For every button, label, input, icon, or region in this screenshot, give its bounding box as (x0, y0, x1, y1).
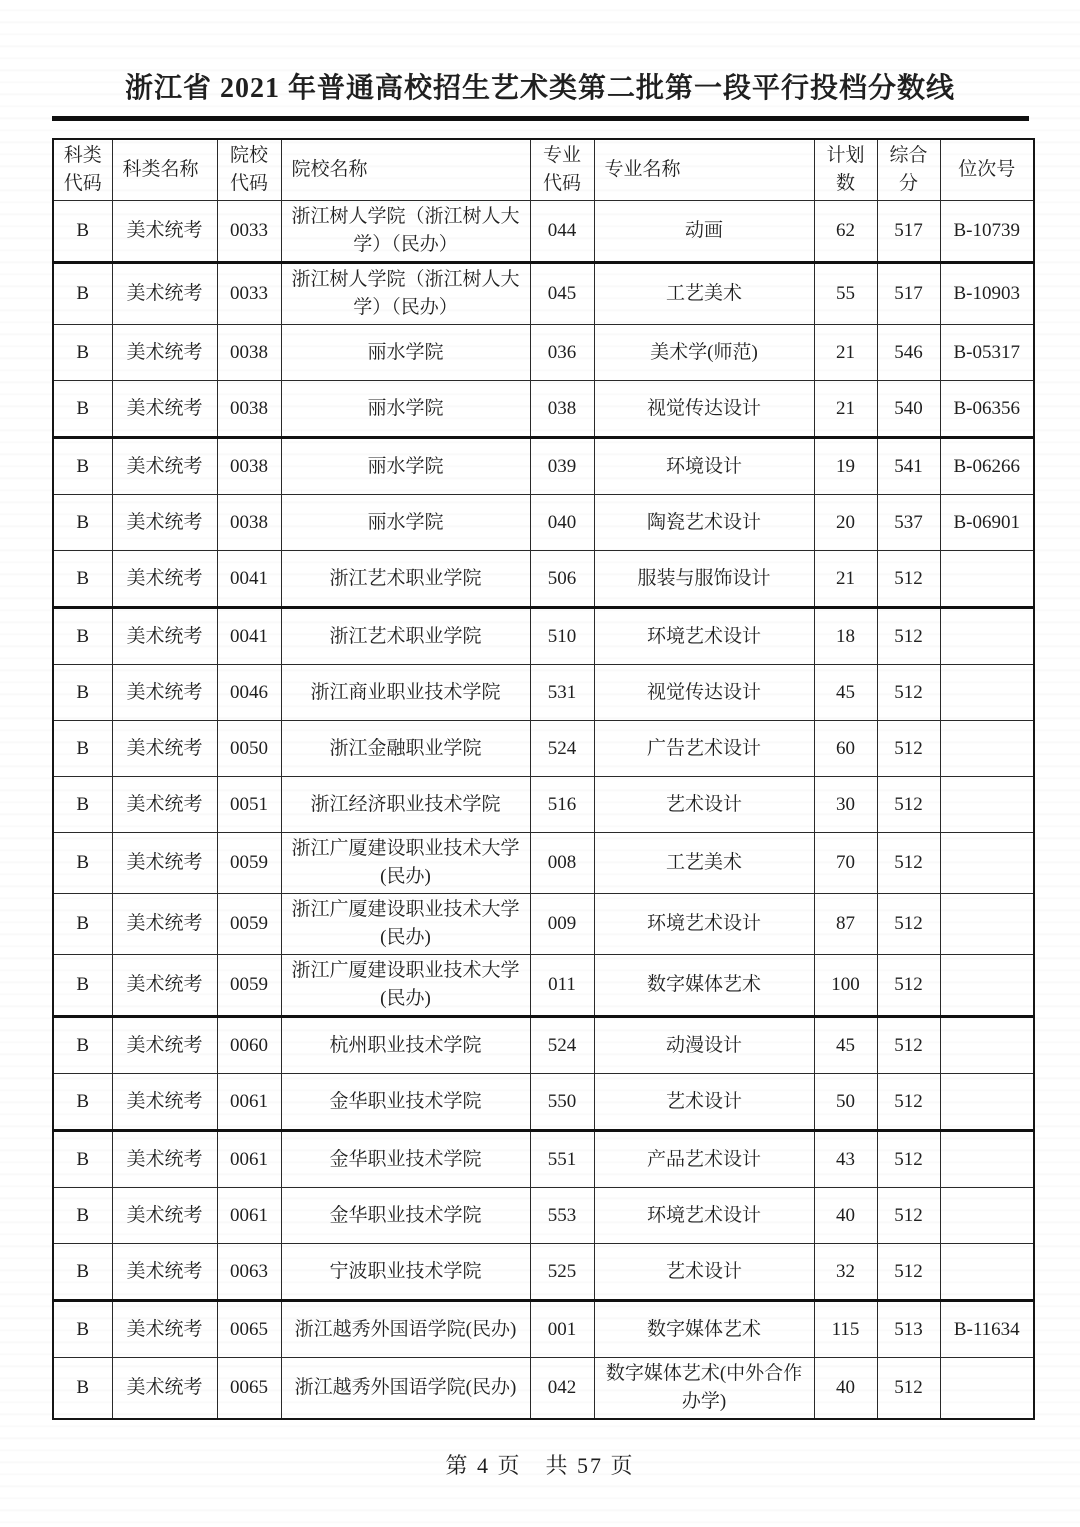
cell-rank-no: B-05317 (940, 325, 1034, 381)
cell-composite-score: 512 (877, 777, 940, 833)
cell-major-code: 516 (530, 777, 594, 833)
cell-category-code: B (53, 325, 112, 381)
cell-major-code: 524 (530, 1017, 594, 1074)
cell-category-code: B (53, 381, 112, 438)
cell-plan-count: 60 (814, 721, 877, 777)
cell-college-code: 0061 (217, 1188, 281, 1244)
cell-major-name: 环境艺术设计 (594, 1188, 814, 1244)
table-row (53, 1017, 1034, 1074)
cell-major-code: 553 (530, 1188, 594, 1244)
col-header-plan-count: 计划数 (814, 139, 877, 201)
cell-major-code: 551 (530, 1131, 594, 1188)
table-row (53, 495, 1034, 551)
cell-composite-score: 512 (877, 833, 940, 894)
cell-major-name: 艺术设计 (594, 1074, 814, 1131)
cell-plan-count: 32 (814, 1244, 877, 1301)
cell-composite-score: 512 (877, 1188, 940, 1244)
table-row (53, 325, 1034, 381)
cell-rank-no: B-10739 (940, 201, 1034, 263)
cell-category-code: B (53, 438, 112, 495)
cell-major-name: 视觉传达设计 (594, 665, 814, 721)
table-row (53, 201, 1034, 263)
cell-college-name: 丽水学院 (281, 438, 530, 495)
cell-college-name: 浙江越秀外国语学院(民办) (281, 1301, 530, 1358)
cell-major-name: 艺术设计 (594, 777, 814, 833)
cell-category-code: B (53, 955, 112, 1017)
cell-major-name: 艺术设计 (594, 1244, 814, 1301)
cell-rank-no: B-06356 (940, 381, 1034, 438)
cell-category-name: 美术统考 (112, 665, 217, 721)
cell-composite-score: 512 (877, 721, 940, 777)
cell-category-name: 美术统考 (112, 894, 217, 955)
cell-major-name: 产品艺术设计 (594, 1131, 814, 1188)
cell-category-code: B (53, 1074, 112, 1131)
table-row (53, 1188, 1034, 1244)
table-row (53, 1244, 1034, 1301)
cell-college-code: 0041 (217, 608, 281, 665)
cell-category-code: B (53, 495, 112, 551)
cell-plan-count: 55 (814, 263, 877, 325)
cell-major-name: 动画 (594, 201, 814, 263)
col-header-major-code: 专业代码 (530, 139, 594, 201)
cell-category-code: B (53, 1188, 112, 1244)
cell-college-name: 丽水学院 (281, 325, 530, 381)
cell-plan-count: 43 (814, 1131, 877, 1188)
cell-plan-count: 21 (814, 325, 877, 381)
cell-category-code: B (53, 201, 112, 263)
cell-rank-no: B-06901 (940, 495, 1034, 551)
cell-category-name: 美术统考 (112, 381, 217, 438)
table-row (53, 438, 1034, 495)
cell-category-name: 美术统考 (112, 777, 217, 833)
cell-college-code: 0038 (217, 495, 281, 551)
cell-college-name: 金华职业技术学院 (281, 1074, 530, 1131)
table-row (53, 721, 1034, 777)
cell-college-name: 丽水学院 (281, 495, 530, 551)
scores-table (52, 138, 1035, 1420)
cell-category-name: 美术统考 (112, 325, 217, 381)
col-header-college-name: 院校名称 (281, 139, 530, 201)
cell-category-code: B (53, 551, 112, 608)
cell-major-code: 042 (530, 1358, 594, 1420)
cell-category-name: 美术统考 (112, 201, 217, 263)
cell-plan-count: 87 (814, 894, 877, 955)
title-divider (52, 116, 1029, 121)
cell-category-name: 美术统考 (112, 1244, 217, 1301)
col-header-composite-score: 综合分 (877, 139, 940, 201)
cell-category-name: 美术统考 (112, 1301, 217, 1358)
cell-college-name: 丽水学院 (281, 381, 530, 438)
cell-major-name: 视觉传达设计 (594, 381, 814, 438)
page-number: 第 4 页 共 57 页 (445, 1453, 635, 1478)
cell-major-code: 045 (530, 263, 594, 325)
cell-college-code: 0063 (217, 1244, 281, 1301)
cell-major-name: 数字媒体艺术(中外合作办学) (594, 1358, 814, 1420)
col-header-college-code: 院校代码 (217, 139, 281, 201)
cell-plan-count: 40 (814, 1188, 877, 1244)
cell-rank-no (940, 1358, 1034, 1420)
cell-category-code: B (53, 1131, 112, 1188)
cell-major-code: 039 (530, 438, 594, 495)
cell-college-name: 浙江金融职业学院 (281, 721, 530, 777)
col-header-category-code: 科类代码 (53, 139, 112, 201)
cell-major-code: 001 (530, 1301, 594, 1358)
table-row (53, 665, 1034, 721)
col-header-rank-no: 位次号 (940, 139, 1034, 201)
cell-college-name: 浙江商业职业技术学院 (281, 665, 530, 721)
cell-major-name: 美术学(师范) (594, 325, 814, 381)
cell-major-name: 数字媒体艺术 (594, 955, 814, 1017)
cell-plan-count: 30 (814, 777, 877, 833)
cell-college-name: 浙江广厦建设职业技术大学(民办) (281, 955, 530, 1017)
header-row (53, 139, 1034, 201)
cell-composite-score: 512 (877, 608, 940, 665)
cell-college-code: 0065 (217, 1358, 281, 1420)
cell-category-code: B (53, 1358, 112, 1420)
cell-category-name: 美术统考 (112, 721, 217, 777)
cell-major-name: 环境设计 (594, 438, 814, 495)
cell-college-code: 0038 (217, 381, 281, 438)
cell-college-code: 0051 (217, 777, 281, 833)
cell-plan-count: 70 (814, 833, 877, 894)
cell-major-code: 036 (530, 325, 594, 381)
cell-college-code: 0061 (217, 1074, 281, 1131)
cell-composite-score: 517 (877, 263, 940, 325)
cell-rank-no (940, 955, 1034, 1017)
cell-category-code: B (53, 665, 112, 721)
cell-category-code: B (53, 1301, 112, 1358)
cell-college-name: 浙江经济职业技术学院 (281, 777, 530, 833)
cell-college-code: 0041 (217, 551, 281, 608)
cell-composite-score: 512 (877, 1017, 940, 1074)
cell-college-name: 杭州职业技术学院 (281, 1017, 530, 1074)
cell-rank-no (940, 608, 1034, 665)
cell-composite-score: 512 (877, 894, 940, 955)
cell-major-name: 陶瓷艺术设计 (594, 495, 814, 551)
cell-composite-score: 541 (877, 438, 940, 495)
cell-plan-count: 45 (814, 665, 877, 721)
cell-plan-count: 40 (814, 1358, 877, 1420)
cell-category-name: 美术统考 (112, 955, 217, 1017)
cell-major-name: 环境艺术设计 (594, 608, 814, 665)
cell-college-name: 浙江艺术职业学院 (281, 551, 530, 608)
cell-category-code: B (53, 777, 112, 833)
cell-college-code: 0038 (217, 438, 281, 495)
cell-rank-no (940, 551, 1034, 608)
cell-major-code: 008 (530, 833, 594, 894)
cell-college-name: 浙江越秀外国语学院(民办) (281, 1358, 530, 1420)
cell-major-code: 038 (530, 381, 594, 438)
cell-composite-score: 512 (877, 665, 940, 721)
cell-composite-score: 537 (877, 495, 940, 551)
cell-rank-no (940, 1017, 1034, 1074)
cell-college-name: 浙江艺术职业学院 (281, 608, 530, 665)
cell-plan-count: 45 (814, 1017, 877, 1074)
table-row (53, 955, 1034, 1017)
cell-college-name: 金华职业技术学院 (281, 1188, 530, 1244)
cell-college-name: 浙江树人学院（浙江树人大学）（民办） (281, 263, 530, 325)
cell-college-code: 0033 (217, 263, 281, 325)
cell-rank-no (940, 721, 1034, 777)
cell-major-name: 环境艺术设计 (594, 894, 814, 955)
cell-rank-no (940, 1074, 1034, 1131)
table-row (53, 608, 1034, 665)
cell-plan-count: 50 (814, 1074, 877, 1131)
cell-composite-score: 546 (877, 325, 940, 381)
col-header-major-name: 专业名称 (594, 139, 814, 201)
cell-rank-no (940, 894, 1034, 955)
cell-category-name: 美术统考 (112, 438, 217, 495)
cell-composite-score: 513 (877, 1301, 940, 1358)
cell-college-name: 金华职业技术学院 (281, 1131, 530, 1188)
cell-rank-no (940, 1131, 1034, 1188)
cell-rank-no (940, 1244, 1034, 1301)
cell-plan-count: 115 (814, 1301, 877, 1358)
cell-category-name: 美术统考 (112, 551, 217, 608)
cell-category-name: 美术统考 (112, 1017, 217, 1074)
cell-college-name: 浙江树人学院（浙江树人大学）（民办） (281, 201, 530, 263)
cell-plan-count: 21 (814, 381, 877, 438)
cell-plan-count: 62 (814, 201, 877, 263)
cell-major-code: 506 (530, 551, 594, 608)
cell-rank-no (940, 833, 1034, 894)
cell-category-name: 美术统考 (112, 1188, 217, 1244)
table-row (53, 1358, 1034, 1420)
cell-composite-score: 512 (877, 1131, 940, 1188)
cell-college-code: 0038 (217, 325, 281, 381)
col-header-category-name: 科类名称 (112, 139, 217, 201)
table-row (53, 1131, 1034, 1188)
cell-major-code: 531 (530, 665, 594, 721)
cell-college-name: 浙江广厦建设职业技术大学(民办) (281, 833, 530, 894)
cell-composite-score: 512 (877, 1244, 940, 1301)
cell-rank-no: B-11634 (940, 1301, 1034, 1358)
cell-category-name: 美术统考 (112, 1131, 217, 1188)
cell-plan-count: 19 (814, 438, 877, 495)
cell-category-code: B (53, 833, 112, 894)
cell-category-code: B (53, 1244, 112, 1301)
cell-category-name: 美术统考 (112, 608, 217, 665)
cell-major-name: 服装与服饰设计 (594, 551, 814, 608)
cell-college-code: 0050 (217, 721, 281, 777)
cell-composite-score: 512 (877, 1358, 940, 1420)
cell-major-code: 011 (530, 955, 594, 1017)
cell-college-name: 宁波职业技术学院 (281, 1244, 530, 1301)
cell-rank-no (940, 1188, 1034, 1244)
cell-college-code: 0033 (217, 201, 281, 263)
cell-plan-count: 20 (814, 495, 877, 551)
cell-composite-score: 512 (877, 955, 940, 1017)
cell-composite-score: 540 (877, 381, 940, 438)
cell-major-code: 510 (530, 608, 594, 665)
cell-college-code: 0059 (217, 833, 281, 894)
table-row (53, 777, 1034, 833)
cell-composite-score: 512 (877, 551, 940, 608)
cell-composite-score: 512 (877, 1074, 940, 1131)
table-row (53, 833, 1034, 894)
table-body (53, 201, 1034, 1420)
table-row (53, 1074, 1034, 1131)
cell-category-name: 美术统考 (112, 263, 217, 325)
cell-plan-count: 18 (814, 608, 877, 665)
cell-rank-no: B-06266 (940, 438, 1034, 495)
table-row (53, 381, 1034, 438)
cell-category-name: 美术统考 (112, 1074, 217, 1131)
page-title: 浙江省 2021 年普通高校招生艺术类第二批第一段平行投档分数线 (124, 73, 955, 104)
cell-category-name: 美术统考 (112, 495, 217, 551)
cell-category-code: B (53, 1017, 112, 1074)
cell-plan-count: 100 (814, 955, 877, 1017)
cell-category-code: B (53, 608, 112, 665)
cell-major-code: 550 (530, 1074, 594, 1131)
cell-category-code: B (53, 263, 112, 325)
cell-major-code: 525 (530, 1244, 594, 1301)
cell-college-code: 0046 (217, 665, 281, 721)
cell-rank-no (940, 665, 1034, 721)
cell-major-code: 009 (530, 894, 594, 955)
cell-category-name: 美术统考 (112, 833, 217, 894)
table-row (53, 1301, 1034, 1358)
cell-college-code: 0059 (217, 894, 281, 955)
cell-major-code: 524 (530, 721, 594, 777)
table-header (53, 139, 1034, 201)
cell-category-name: 美术统考 (112, 1358, 217, 1420)
cell-category-code: B (53, 894, 112, 955)
cell-college-code: 0059 (217, 955, 281, 1017)
cell-college-name: 浙江广厦建设职业技术大学(民办) (281, 894, 530, 955)
cell-composite-score: 517 (877, 201, 940, 263)
cell-major-name: 广告艺术设计 (594, 721, 814, 777)
cell-major-code: 044 (530, 201, 594, 263)
cell-college-code: 0060 (217, 1017, 281, 1074)
cell-major-code: 040 (530, 495, 594, 551)
cell-category-code: B (53, 721, 112, 777)
cell-college-code: 0065 (217, 1301, 281, 1358)
cell-major-name: 动漫设计 (594, 1017, 814, 1074)
cell-major-name: 工艺美术 (594, 263, 814, 325)
cell-major-name: 数字媒体艺术 (594, 1301, 814, 1358)
cell-plan-count: 21 (814, 551, 877, 608)
table-row (53, 894, 1034, 955)
table-row (53, 551, 1034, 608)
cell-major-name: 工艺美术 (594, 833, 814, 894)
cell-college-code: 0061 (217, 1131, 281, 1188)
cell-rank-no: B-10903 (940, 263, 1034, 325)
cell-rank-no (940, 777, 1034, 833)
table-row (53, 263, 1034, 325)
